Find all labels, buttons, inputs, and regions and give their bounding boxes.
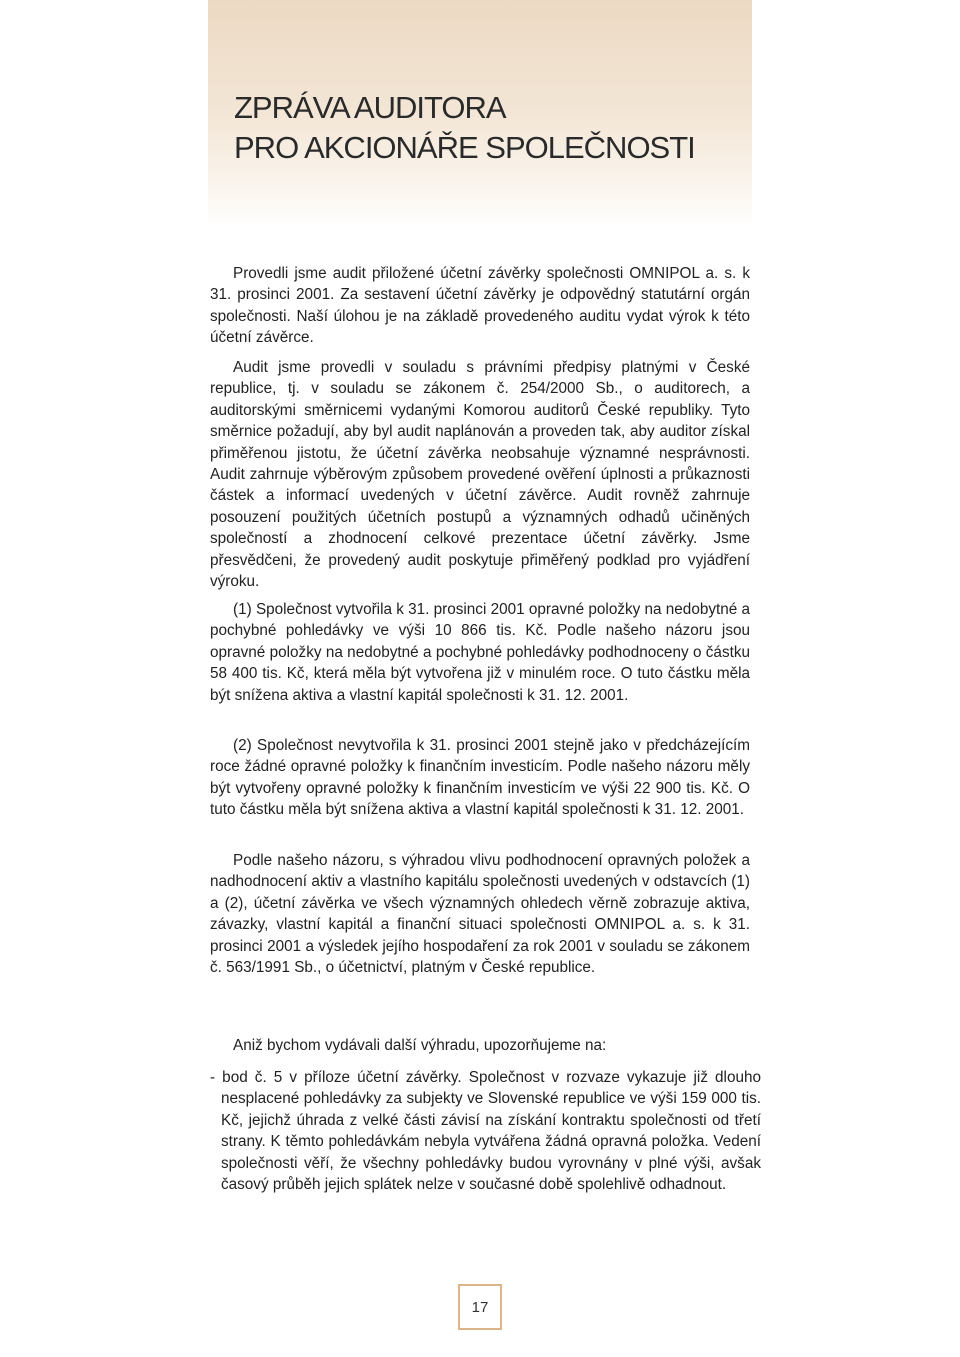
paragraph-emphasis-intro — [210, 1035, 750, 1056]
paragraph-finding-2-text: (2) Společnost nevytvořila k 31. prosinci 2001 stejně jako v předcházejícím roce žádné opravné položky k finančním investicím. Podle našeho názoru měly být vytvořeny opravné položky k finančním investicím ve výši 22 900 tis. Kč. O tuto částku měla být snížena aktiva a vlastní kapitál společnosti k 31. 12. 2001. — [210, 737, 750, 819]
list-item-emphasis — [210, 1067, 761, 1195]
page-number-box — [458, 1284, 502, 1330]
paragraph-finding-1-text: (1) Společnost vytvořila k 31. prosinci 2001 opravné položky na nedobytné a pochybné pohledávky ve výši 10 866 tis. Kč. Podle našeho názoru jsou opravné položky na nedobytné a pochybné pohledávky podhodnoceny o částku 58 400 tis. Kč, která měla být vytvořena již v minulém roce. O tuto částku měla být snížena aktiva a vlastní kapitál společnosti k 31. 12. 2001. — [210, 601, 751, 704]
page-number: 17 — [471, 1298, 489, 1316]
title-line-2: PRO AKCIONÁŘE SPOLEČNOSTI — [234, 130, 695, 165]
paragraph-audit-scope-text: Audit jsme provedli v souladu s právními předpisy platnými v České republice, tj. v souladu se zákonem č. 254/2000 Sb., o auditorech, a auditorskými směrnicemi vydanými Komorou auditorů České republiky. Tyto směrnice požadují, aby byl audit naplánován a proveden tak, aby auditor získal přiměřenou jistotu, že účetní závěrka neobsahuje významné nesprávnosti. Audit zahrnuje výběrovým způsobem provedené ověření úplnosti a průkaznosti částek a informací uvedených v účetní závěrce. Audit rovněž zahrnuje posouzení použitých účetních postupů a významných odhadů učiněných společností a zhodnocení celkové prezentace účetní závěrky. Jsme přesvědčeni, že provedený audit poskytuje přiměřený podklad pro vyjádření výroku. — [210, 359, 750, 591]
paragraph-intro — [210, 263, 750, 349]
page-title — [234, 88, 754, 168]
list-item-emphasis-text: - bod č. 5 v příloze účetní závěrky. Společnost v rozvaze vykazuje již dlouho nesplacené pohledávky za subjekty ve Slovenské republice ve výši 159 000 tis. Kč, jejichž úhrada z velké části závisí na získání kontraktu společnosti od třetí strany. K těmto pohledávkám nebyla vytvářena žádná opravná položka. Vedení společnosti věří, že všechny pohledávky budou vyrovnány v plné výši, avšak časový průběh jejich splátek nelze v současné době spolehlivě odhadnout. — [210, 1069, 761, 1194]
paragraph-finding-1 — [210, 599, 750, 706]
paragraph-finding-2 — [210, 735, 750, 821]
paragraph-opinion-text: Podle našeho názoru, s výhradou vlivu podhodnocení opravných položek a nadhodnocení aktiv a vlastního kapitálu společnosti uvedených v odstavcích (1) a (2), účetní závěrka ve všech významných ohledech věrně zobrazuje aktiva, závazky, vlastní kapitál a finanční situaci společnosti OMNIPOL a. s. k 31. prosinci 2001 a výsledek jejího hospodaření za rok 2001 v souladu se zákonem č. 563/1991 Sb., o účetnictví, platným v České republice. — [210, 852, 750, 977]
paragraph-emphasis-intro-text: Aniž bychom vydávali další výhradu, upozorňujeme na: — [233, 1037, 607, 1054]
paragraph-audit-scope — [210, 357, 750, 592]
title-line-1: ZPRÁVA AUDITORA — [234, 90, 506, 125]
paragraph-opinion — [210, 850, 750, 978]
paragraph-intro-text: Provedli jsme audit přiložené účetní závěrky společnosti OMNIPOL a. s. k 31. prosinci 2001. Za sestavení účetní závěrky je odpovědný statutární orgán společnosti. Naší úlohou je na základě provedeného auditu vydat výrok k této účetní závěrce. — [210, 265, 750, 347]
